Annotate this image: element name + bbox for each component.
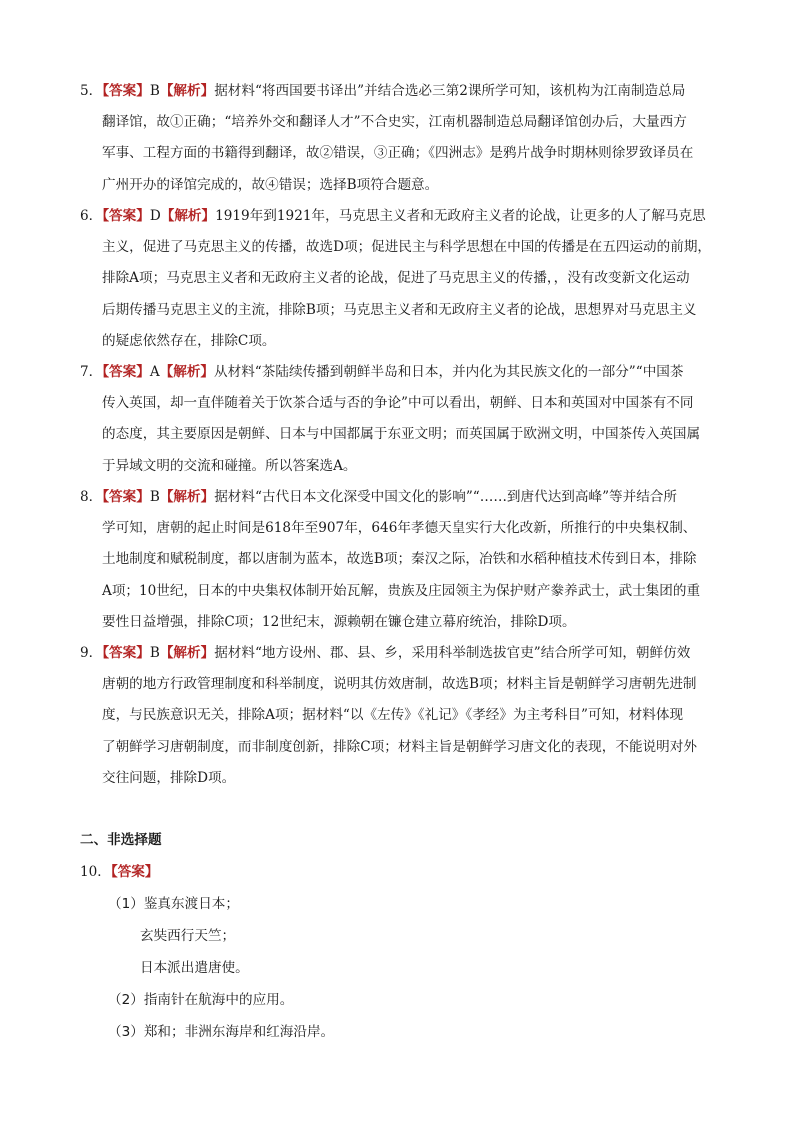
analysis-text: 于异域文明的交流和碰撞。所以答案选A。 (102, 457, 357, 474)
analysis-tag: 【解析】 (159, 645, 215, 661)
analysis-text: 学可知，唐朝的起止时间是618年至907年，646年孝德天皇实行大化改新，所推行的中央集权制、 (102, 520, 697, 537)
analysis-text: 据材料“地方设州、郡、县、乡，采用科举制选拔官吏”结合所学可知，朝鲜仿效 (214, 645, 691, 661)
answer-choice: B (149, 83, 160, 99)
analysis-text: A项；10世纪，日本的中央集权体制开始瓦解，贵族及庄园领主为保护财产豢养武士，武士集团的重 (102, 582, 701, 599)
item-number: 5． (80, 83, 103, 99)
answer-part-3: （3）郑和；非洲东海岸和红海沿岸。 (108, 1024, 335, 1040)
answer-item-10 (80, 860, 158, 884)
analysis-text: 交往问题，排除D项。 (102, 769, 236, 786)
analysis-text: 唐朝的地方行政管理制度和科举制度，说明其仿效唐制，故选B项；材料主旨是朝鲜学习唐朝先进制 (102, 676, 697, 693)
answer-item-9 (80, 638, 722, 794)
answer-tag: 【答案】 (102, 645, 150, 661)
item-number: 9． (80, 645, 103, 661)
analysis-tag: 【解析】 (159, 364, 215, 380)
answer-choice: D (149, 208, 161, 224)
answer-part-1: （1）鉴真东渡日本； (108, 896, 239, 912)
answer-tag: 【答案】 (102, 489, 150, 505)
analysis-text: 的疑虑依然存在，排除C项。 (102, 332, 276, 349)
analysis-tag: 【解析】 (159, 83, 215, 99)
answer-part-1-line-2: 玄奘西行天竺； (140, 928, 236, 944)
answer-item-5 (80, 76, 722, 201)
analysis-text: 传入英国，却一直伴随着关于饮茶合适与否的争论”中可以看出，朝鲜、日本和英国对中国茶有不同 (102, 395, 694, 412)
analysis-tag: 【解析】 (160, 208, 216, 224)
answer-choice: A (149, 364, 160, 380)
answer-tag: 【答案】 (102, 208, 150, 224)
answer-item-7 (80, 357, 722, 482)
analysis-text: 排除A项；马克思主义者和无政府主义者的论战，促进了马克思主义的传播，，没有改变新文化运动 (102, 270, 690, 287)
answer-choice: B (149, 645, 160, 661)
analysis-text: 翻译馆，故①正确；“培养外交和翻译人才”不合史实，江南机器制造总局翻译馆创办后，大量西方 (102, 114, 687, 131)
answer-part-2: （2）指南针在航海中的应用。 (108, 992, 294, 1008)
answer-choice: B (149, 489, 160, 505)
analysis-text: 要性日益增强，排除C项；12世纪末，源赖朝在镰仓建立幕府统治，排除D项。 (102, 613, 576, 630)
analysis-text: 度，与民族意识无关，排除A项；据材料“以《左传》《礼记》《孝经》为主考科目”可知，材料体现 (102, 707, 684, 724)
answer-item-8 (80, 482, 722, 638)
answer-item-6 (80, 201, 722, 357)
analysis-text: 据材料“将西国要书译出”并结合选必三第2课所学可知，该机构为江南制造总局 (214, 83, 686, 99)
analysis-text: 据材料“古代日本文化深受中国文化的影响”“……到唐代达到高峰”等并结合所 (214, 489, 677, 505)
analysis-text: 后期传播马克思主义的主流，排除B项；马克思主义者和无政府主义者的论战，思想界对马克思主义 (102, 301, 697, 318)
item-number: 7． (80, 364, 103, 380)
section-title: 二、非选择题 (80, 832, 162, 848)
item-number: 10． (80, 864, 111, 880)
analysis-text: 了朝鲜学习唐朝制度，而非制度创新，排除C项；材料主旨是朝鲜学习唐文化的表现，不能说明对外 (102, 738, 697, 755)
answer-tag: 【答案】 (102, 364, 150, 380)
analysis-text: 1919年到1921年，马克思主义者和无政府主义者的论战，让更多的人了解马克思 (215, 208, 706, 224)
answer-tag: 【答案】 (102, 83, 150, 99)
analysis-tag: 【解析】 (159, 489, 215, 505)
item-number: 6． (80, 208, 103, 224)
analysis-text: 从材料“茶陆续传播到朝鲜半岛和日本，并内化为其民族文化的一部分”“中国茶 (214, 364, 684, 380)
analysis-text: 主义，促进了马克思主义的传播，故选D项；促进民主与科学思想在中国的传播是在五四运动的前期， (102, 239, 712, 256)
item-number: 8． (80, 489, 103, 505)
answer-tag: 【答案】 (110, 864, 159, 880)
analysis-text: 广州开办的译馆完成的，故④错误；选择B项符合题意。 (102, 176, 439, 193)
answer-part-1-line-3: 日本派出遣唐使。 (140, 960, 249, 976)
analysis-text: 土地制度和赋税制度，都以唐制为蓝本，故选B项；秦汉之际，冶铁和水稻种植技术传到日本，排除 (102, 551, 697, 568)
analysis-text: 军事、工程方面的书籍得到翻译，故②错误，③正确；《四洲志》是鸦片战争时期林则徐罗致译员在 (102, 145, 694, 162)
analysis-text: 的态度，其主要原因是朝鲜、日本与中国都属于东亚文明；而英国属于欧洲文明，中国茶传入英国属 (102, 426, 701, 443)
